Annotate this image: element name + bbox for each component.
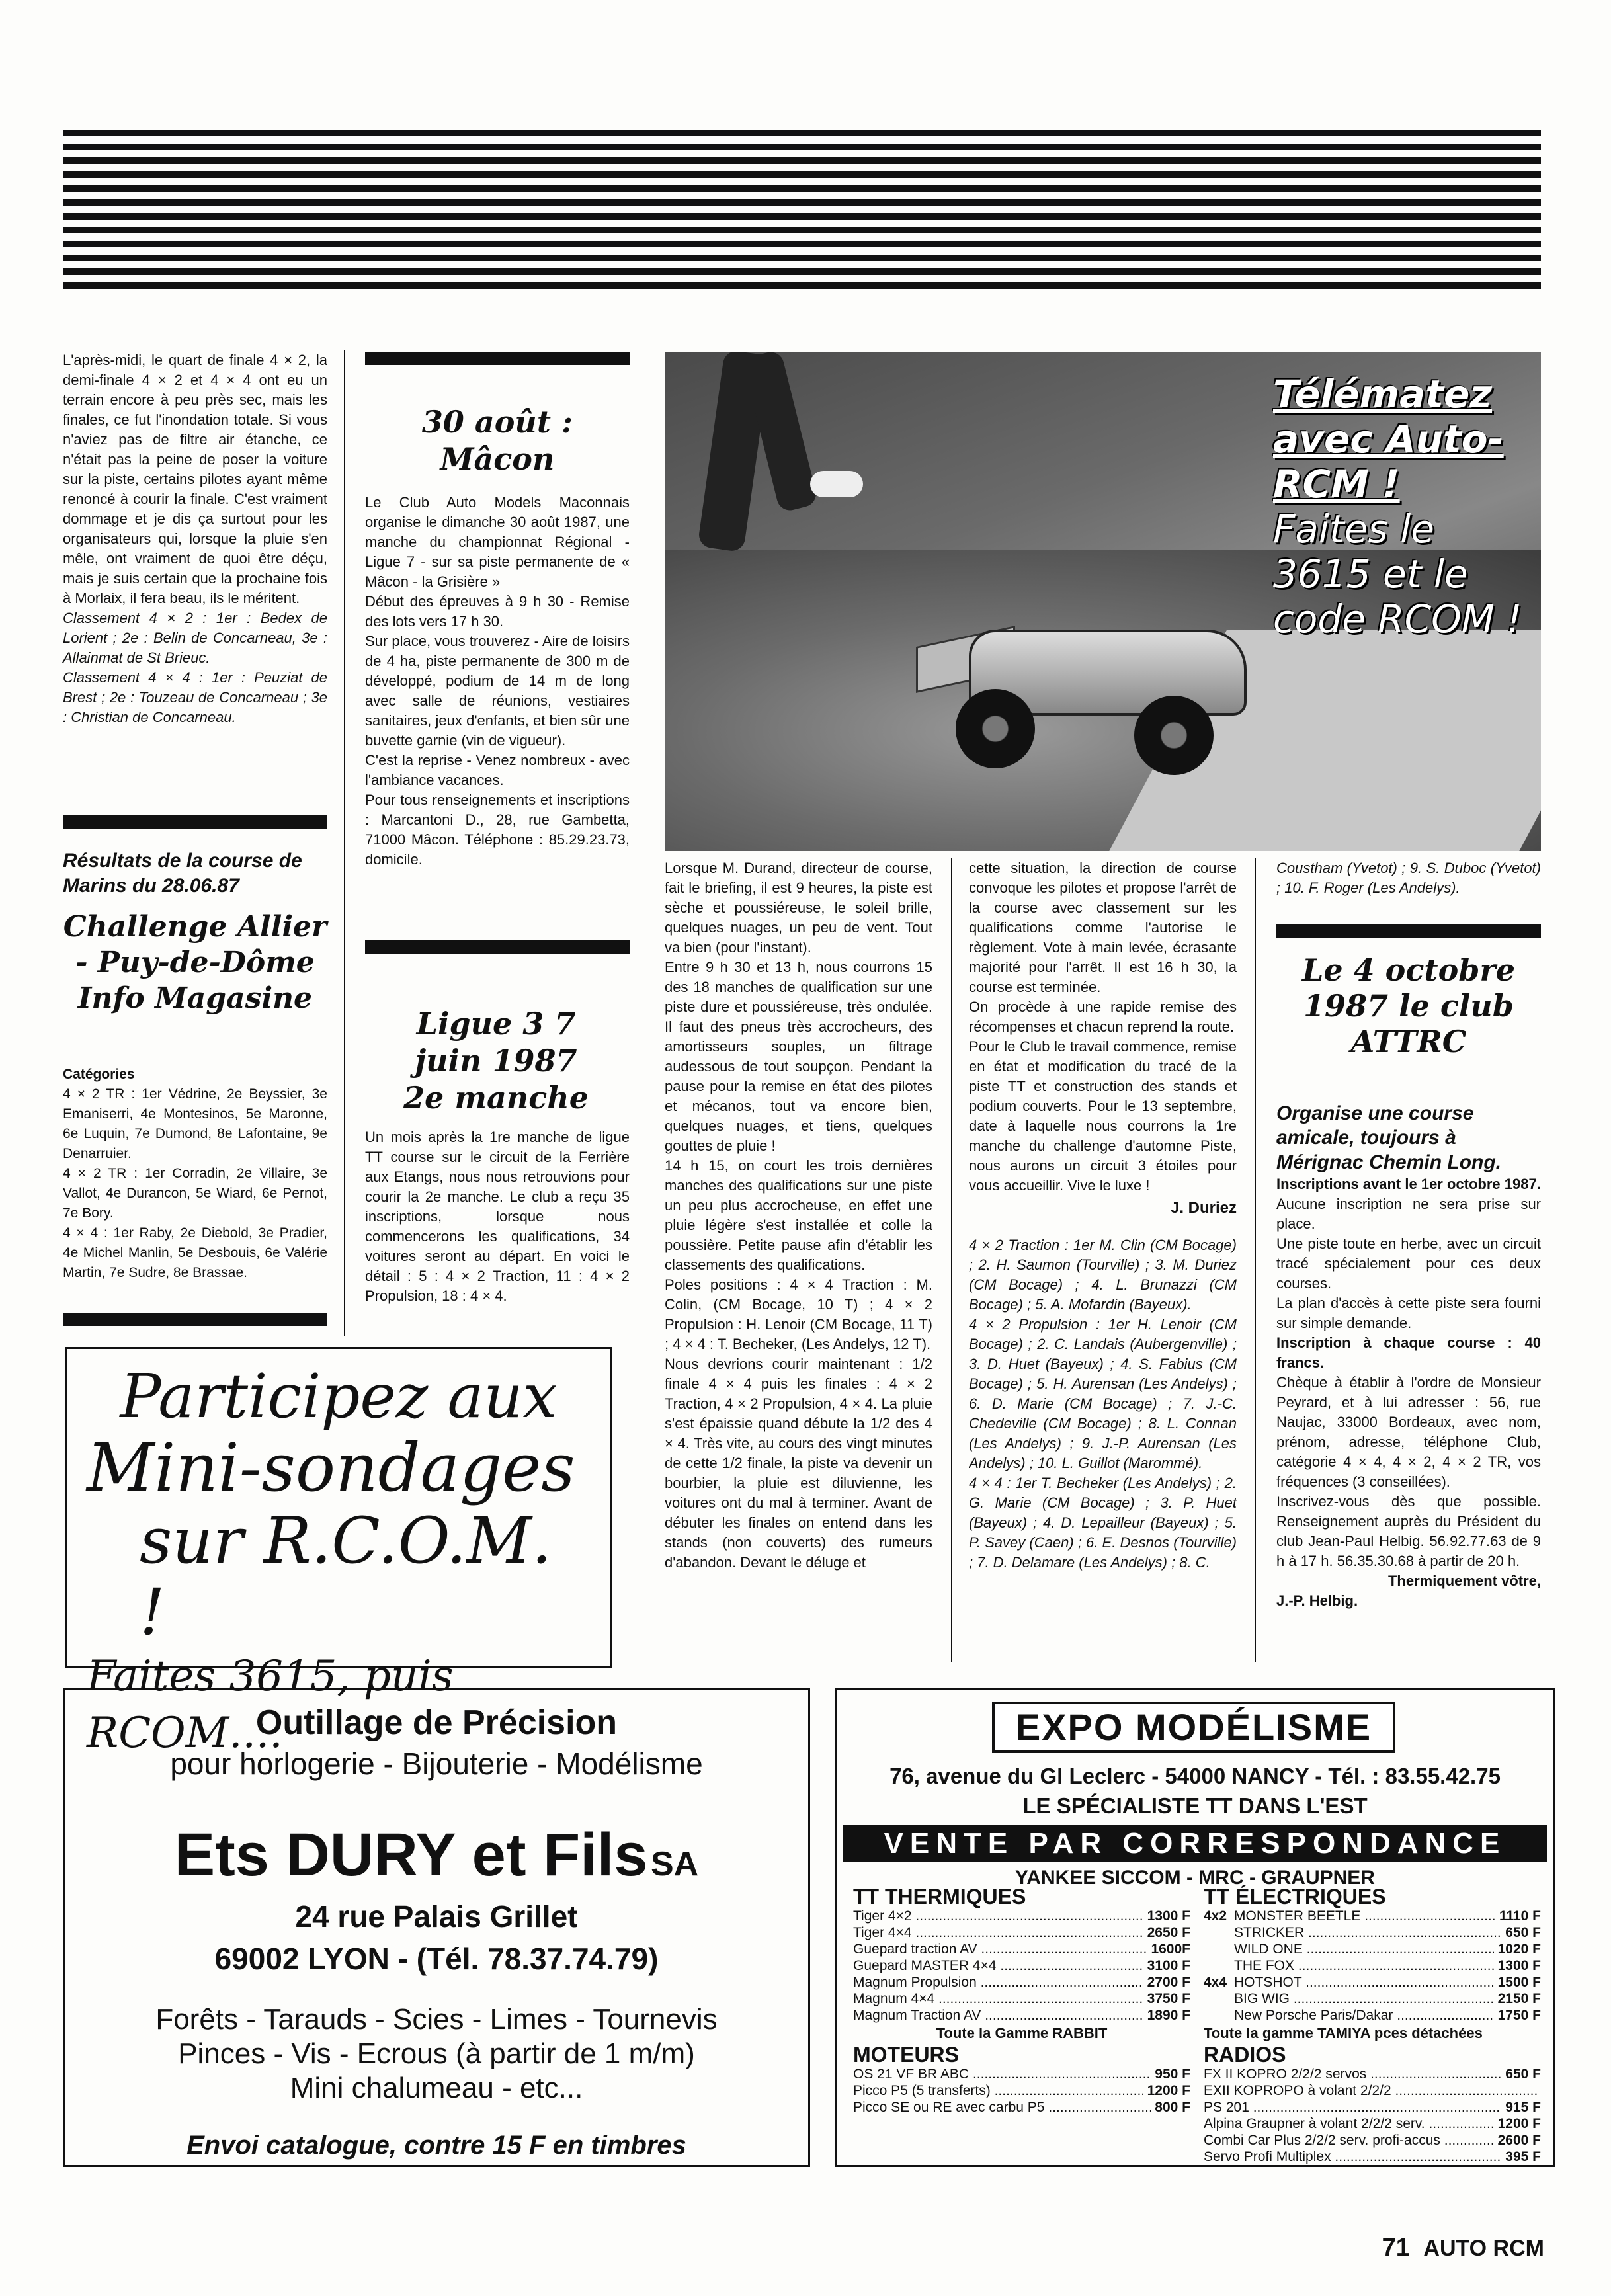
product-price: 3100 F — [1147, 1958, 1190, 1973]
price-row — [853, 1990, 1190, 2007]
ad-address: 24 rue Palais Grillet — [295, 1899, 578, 1934]
macon-article — [365, 493, 630, 870]
poles-positions: Poles positions : 4 × 4 Traction : M. Colin, (CM Bocage, 10 T) ; 4 × 2 Propulsion : H. Lenoir (CM Bocage, 11 T) ; 4 × 4 : T. Becheker, (Les Andelys, 12 T). — [665, 1276, 932, 1352]
price-row — [1204, 1908, 1541, 1924]
challenge-title: Challenge Allier - Puy-de-Dôme Info Magasine — [63, 910, 327, 1015]
company-suffix: SA — [650, 1845, 699, 1883]
product-price: 2150 F — [1497, 1991, 1541, 2006]
paragraph: Inscriptions avant le 1er octobre 1987. — [1276, 1176, 1541, 1192]
product-name: Servo Profi Multiplex ..... — [1204, 2149, 1501, 2165]
product-name: STRICKER ..... — [1234, 1924, 1501, 1941]
category-result: 4 × 2 TR : 1er Védrine, 2e Beyssier, 3e Emaniserri, 4e Montesinos, 5e Maronne, 6e Luquin, 7e Dumond, 8e Lafontaine, 9e Denarruier. — [63, 1086, 327, 1161]
signature-name: J.-P. Helbig. — [1276, 1592, 1358, 1609]
paragraph: C'est la reprise - Venez nombreux - avec l'ambiance vacances. — [365, 752, 630, 788]
promo-line: avec Auto- — [1273, 417, 1504, 462]
paragraph: On procède à une rapide remise des récompenses et chacun reprend la route. — [969, 999, 1237, 1035]
product-price — [1537, 2082, 1541, 2099]
paragraph: Pour le Club le travail commence, remise en état et modification du tracé de la piste TT et construction des stands et podium couverts. Pour le 13 septembre, date à laquelle nous courrons la 1re manche du challenge d'automne Piste, nous aurons un circuit 3 étoiles pour vous accueillir. Vive le luxe ! — [969, 1038, 1237, 1194]
ligue-title: Ligue 3 7 juin 1987 2e manche — [403, 1006, 589, 1116]
electriques-list — [1204, 1885, 1541, 2165]
product-name: Combi Car Plus 2/2/2 serv. profi-accus ..... — [1204, 2132, 1494, 2149]
product-price: 1600F — [1151, 1942, 1190, 1957]
vpc-banner: VENTE PAR CORRESPONDANCE — [843, 1825, 1547, 1862]
paragraph: La plan d'accès à cette piste sera fourni sur simple demande. — [1276, 1295, 1541, 1331]
ad-company — [65, 1821, 808, 1890]
section-bar — [63, 815, 327, 829]
price-row — [853, 1941, 1190, 1957]
paragraph: Pour tous renseignements et inscriptions : Marcantoni D., 28, rue Gambetta, 71000 Mâcon. Téléphone : 85.29.23.73, domicile. — [365, 792, 630, 868]
paragraph: cette situation, la direction de course convoque les pilotes et propose l'arrêt de la course avec classement sur les qualifications comme l'autorise le règlement. Vote à main levée, écrasante majorité pour l'arrêt. Il est 16 h 30, la course est terminée. — [969, 860, 1237, 995]
price-row — [853, 1974, 1190, 1990]
product-name: PS 201 ..... — [1204, 2099, 1501, 2115]
product-price: 650 F — [1505, 2067, 1541, 2082]
tamiya-note: Toute la gamme TAMIYA pces détachées — [1204, 2025, 1483, 2041]
attrc-title: Le 4 octobre 1987 le club ATTRC — [1302, 952, 1515, 1059]
race-report-text: L'après-midi, le quart de finale 4 × 2, la demi-finale 4 × 2 et 4 × 4 ont eu un terrain encore à peu près sec, mais les finales, ce fut l'inondation totale. Si vous n'aviez pas de filtre air étanche, ce n'était pas la peine de poser la voiture sur la piste, certains pilotes ayant même renoncé à courir la finale. C'est vraiment dommage et je dis ça surtout pour les organisateurs qui, lorsque la pluie s'en mêle, ont vraiment de quoi être déçu, mais je suis certain que la prochaine fois à Morlaix, il fera beau, ils le méritent. — [63, 352, 327, 606]
price-row — [1204, 1990, 1541, 2007]
section-heading: TT THERMIQUES — [853, 1885, 1026, 1908]
section-bar — [365, 352, 630, 365]
product-price: 1300 F — [1147, 1908, 1190, 1924]
product-price: 1750 F — [1497, 2008, 1541, 2023]
ad-line: Mini chalumeau - etc... — [290, 2072, 583, 2104]
product-price: 1200 F — [1147, 2083, 1190, 2098]
product-price: 915 F — [1505, 2100, 1541, 2115]
price-row — [1204, 1974, 1541, 1990]
author-signature: J. Duriez — [1170, 1199, 1237, 1217]
ad-expo — [835, 1688, 1555, 2167]
promo-line: 3615 et le — [1273, 552, 1468, 596]
product-name: MONSTER BEETLE ..... — [1234, 1908, 1495, 1924]
classement-4x2: Classement 4 × 2 : 1er : Bedex de Lorient ; 2e : Belin de Concarneau, 3e : Allainmat de St Brieuc. — [63, 610, 327, 666]
price-prefix — [1204, 1957, 1234, 1974]
page-number: 71 — [1382, 2234, 1410, 2262]
product-price: 1300 F — [1497, 1958, 1541, 1973]
ad-line: Forêts - Tarauds - Scies - Limes - Tournevis — [155, 2003, 718, 2035]
product-price: 1110 F — [1499, 1908, 1541, 1924]
paragraph: Inscrivez-vous dès que possible. Renseignement auprès du Président du club Jean-Paul Helbig. 56.92.77.63 de 9 h à 17 h. 56.35.30.68 à partir de 20 h. — [1276, 1493, 1541, 1569]
promo-line: code RCOM ! — [1273, 596, 1522, 641]
column-rule — [951, 858, 952, 1662]
product-price: 1500 F — [1497, 1975, 1541, 1990]
expo-address: 76, avenue du Gl Leclerc - 54000 NANCY - Tél. : 83.55.42.75 — [889, 1764, 1501, 1788]
product-name: Tiger 4×4 ..... — [853, 1924, 1143, 1941]
paragraph: Aucune inscription ne sera prise sur place. — [1276, 1196, 1541, 1232]
product-price: 395 F — [1505, 2149, 1541, 2164]
price-row — [853, 1908, 1190, 1924]
section-bar — [365, 940, 630, 954]
price-row — [853, 1957, 1190, 1974]
price-row — [1204, 1924, 1541, 1941]
price-row — [1204, 2099, 1541, 2115]
ad-line: Outillage de Précision — [255, 1703, 618, 1742]
price-row — [1204, 1957, 1541, 1974]
product-name: Tiger 4×2 ..... — [853, 1908, 1143, 1924]
product-name: BIG WIG ..... — [1234, 1990, 1494, 2007]
price-row — [853, 2007, 1190, 2024]
paragraph: Début des épreuves à 9 h 30 - Remise des lots vers 17 h 30. — [365, 593, 630, 630]
price-row — [853, 2099, 1190, 2115]
paragraph: 14 h 15, on court les trois dernières manches des qualifications sur une piste un peu plus accrocheuse, en effet une pluie légère s'est installée et colle la poussière. Petite pause afin d'établir les classements des qualifications. — [665, 1157, 932, 1273]
paragraph: Une piste toute en herbe, avec un circuit tracé spécialement pour ces deux courses. — [1276, 1235, 1541, 1292]
paragraph: Nous devrions courir maintenant : 1/2 finale 4 × 4 puis les finales : 4 × 2 Traction, 4 × 2 Propulsion, 4 × 4. La pluie s'est épaissie quand débute la 1/2 des 4 × 4. Très vite, au cours des vingt minutes de cette 1/2 finale, la piste va devenir un bourbier, la pluie est diluvienne, les voitures ont du mal à terminer. Avant de débuter les finales on entend dans les stands (non couverts) des rumeurs d'abandon. Devant le déluge et — [665, 1356, 932, 1571]
price-row — [1204, 2007, 1541, 2024]
magazine-name: AUTO RCM — [1423, 2236, 1544, 2261]
ad-city: 69002 LYON - (Tél. 78.37.74.79) — [214, 1942, 659, 1976]
resultats-heading — [63, 848, 327, 899]
column-1 — [63, 350, 327, 727]
sondage-line: Participez aux — [120, 1361, 558, 1432]
expo-brands: YANKEE SICCOM - MRC - GRAUPNER — [1015, 1867, 1375, 1889]
category-result: 4 × 2 TR : 1er Corradin, 2e Villaire, 3e Vallot, 4e Durancon, 5e Wiard, 6e Pernot, 7e Bory. — [63, 1166, 327, 1221]
product-name: Magnum Propulsion ..... — [853, 1974, 1143, 1990]
challenge-results — [63, 1065, 327, 1283]
column-3 — [665, 858, 932, 1662]
ligue-article — [365, 1128, 630, 1306]
product-price: 950 F — [1155, 2067, 1190, 2082]
price-prefix — [1204, 1990, 1234, 2007]
product-name: WILD ONE ..... — [1234, 1941, 1494, 1957]
product-price: 3750 F — [1147, 1991, 1190, 2006]
promo-line: Faites le — [1273, 507, 1434, 552]
price-prefix: 4x2 — [1204, 1908, 1227, 1924]
price-row — [1204, 2066, 1541, 2082]
price-row — [853, 1924, 1190, 1941]
ad-catalogue: Envoi catalogue, contre 15 F en timbres — [186, 2131, 686, 2160]
category-result: 4 × 4 : 1er Raby, 2e Diebold, 3e Pradier, 4e Michel Manlin, 5e Desbouis, 6e Valérie Martin, 7e Sudre, 8e Brassae. — [63, 1225, 327, 1280]
rc-car — [916, 596, 1286, 768]
price-row — [1204, 2115, 1541, 2132]
race-photo — [665, 352, 1541, 851]
product-price: 800 F — [1155, 2100, 1190, 2115]
ad-line: Pinces - Vis - Ecrous (à partir de 1 m/m) — [178, 2037, 695, 2070]
product-name: Guepard traction AV ..... — [853, 1941, 1147, 1957]
price-row — [1204, 2149, 1541, 2165]
page-footer — [1379, 2234, 1544, 2262]
price-row — [1204, 2082, 1541, 2099]
price-prefix — [1204, 2007, 1234, 2024]
results-traction: 4 × 2 Traction : 1er M. Clin (CM Bocage) ; 2. H. Saumon (Tourville) ; 3. M. Duriez (CM Bocage) ; 4. L. Brunazzi (CM Bocage) ; 5. A. Mofardin (Bayeux). — [969, 1237, 1237, 1313]
paragraph: Le Club Auto Models Maconnais organise le dimanche 30 août 1987, une manche du championnat Régional - Ligue 7 - sur sa piste permanente de « Mâcon - la Grisière » — [365, 494, 630, 590]
paragraph: Un mois après la 1re manche de ligue TT course sur le circuit de la Ferrière aux Etangs, nous nous retrouvions pour courir la 2e manche. Le club a reçu 35 inscriptions, lorsque nous commencerons les qualifications, 34 voitures seront au départ. En voici le détail : 5 : 4 × 2 Traction, 11 : 4 × 2 Propulsion, 18 : 4 × 4. — [365, 1129, 630, 1304]
product-price: 650 F — [1505, 1925, 1541, 1940]
results-4x4: 4 × 4 : 1er T. Becheker (Les Andelys) ; 2. G. Marie (CM Bocage) ; 3. P. Huet (Bayeux) ; 4. D. Lepailleur (Bayeux) ; 5. P. Savey (Caen) ; 6. E. Desnos (Tourville) ; 7. D. Delamare (Les Andelys) ; 8. C. — [969, 1475, 1237, 1571]
product-name: Picco SE ou RE avec carbu P5 ..... — [853, 2099, 1151, 2115]
section-heading: MOTEURS — [853, 2043, 959, 2067]
attrc-subtitle: Organise une course amicale, toujours à Mérignac Chemin Long. — [1276, 1102, 1502, 1173]
product-name: EXII KOPROPO à volant 2/2/2 ..... — [1204, 2082, 1537, 2099]
paragraph: Chèque à établir à l'ordre de Monsieur Peyrard, et à lui adresser : 56, rue Naujac, 33000 Bordeaux, avec nom, prénom, adresse, téléphone Club, catégorie 4 × 4, 4 × 2, 4 × 2 TR, vos fréquences (3 conseillées). — [1276, 1374, 1541, 1490]
section-heading: TT ÉLECTRIQUES — [1204, 1885, 1386, 1908]
paragraph: Lorsque M. Durand, directeur de course, fait le briefing, il est 9 heures, la piste est sèche et poussiéreuse, le soleil brille, quelques nuages, un peu de vent. Tout va bien (pour l'instant). — [665, 860, 932, 956]
product-name: Magnum 4×4 ..... — [853, 1990, 1143, 2007]
paragraph: Inscription à chaque course : 40 francs. — [1276, 1334, 1541, 1371]
rabbit-note: Toute la Gamme RABBIT — [936, 2025, 1108, 2041]
price-row — [1204, 1941, 1541, 1957]
section-bar — [1276, 924, 1541, 938]
product-price: 2700 F — [1147, 1975, 1190, 1990]
price-row — [853, 2082, 1190, 2099]
attrc-article — [1276, 1101, 1541, 1611]
product-price: 1890 F — [1147, 2008, 1190, 2023]
ad-line: pour horlogerie - Bijouterie - Modélisme — [170, 1746, 703, 1781]
price-row — [853, 2066, 1190, 2082]
expo-title: EXPO MODÉLISME — [992, 1702, 1395, 1753]
price-row — [1204, 2132, 1541, 2149]
results-continued: Coustham (Yvetot) ; 9. S. Duboc (Yvetot) ; 10. F. Roger (Les Andelys). — [1276, 860, 1541, 896]
macon-title: 30 août : Mâcon — [421, 404, 573, 477]
product-name: New Porsche Paris/Dakar ..... — [1234, 2007, 1494, 2024]
sondage-line: sur R.C.O.M. ! — [140, 1504, 552, 1649]
price-prefix — [1204, 1941, 1234, 1957]
resultats-title: Résultats de la course de Marins du 28.06.87 — [63, 850, 302, 897]
product-price: 1200 F — [1497, 2116, 1541, 2131]
results-propulsion: 4 × 2 Propulsion : 1er H. Lenoir (CM Bocage) ; 2. C. Landais (Aubergenville) ; 3. D. Huet (Bayeux) ; 4. S. Fabius (CM Bocage) ; 5. H. Aurensan (Les Andelys) ; 6. D. Marie (CM Bocage) ; 7. J.-C. Chedeville (CM Bocage) ; 8. L. Connan (Les Andelys) ; 9. J.-P. Aurensan (Les Andelys) ; 10. L. Guillot (Marommé). — [969, 1316, 1237, 1471]
section-bar — [63, 1313, 327, 1326]
product-price: 2650 F — [1147, 1925, 1190, 1940]
telematez-promo — [1273, 372, 1524, 641]
price-prefix: 4x4 — [1204, 1975, 1227, 1990]
column-rule — [344, 350, 345, 1336]
paragraph: Sur place, vous trouverez - Aire de loisirs de 4 ha, piste permanente de 300 m de développé, podium de 14 m de long avec salle de réunions, vestiaires sanitaires, jeux d'enfants, et bien sûr une buvette garnie (vin de vigueur). — [365, 633, 630, 749]
product-price: 2600 F — [1497, 2133, 1541, 2148]
product-name: OS 21 VF BR ABC ..... — [853, 2066, 1151, 2082]
categories-label: Catégories — [63, 1067, 135, 1082]
price-prefix — [1204, 1924, 1234, 1941]
promo-line: RCM ! — [1273, 462, 1400, 507]
thermiques-list — [853, 1885, 1190, 2115]
product-price: 1020 F — [1497, 1942, 1541, 1957]
product-name: HOTSHOT ..... — [1234, 1974, 1494, 1990]
product-name: Guepard MASTER 4×4 ..... — [853, 1957, 1143, 1974]
sondage-line: Faites 3615, puis RCOM.... — [87, 1652, 454, 1758]
classement-4x4: Classement 4 × 4 : 1er : Peuziat de Brest ; 2e : Touzeau de Concarneau ; 3e : Christian de Concarneau. — [63, 669, 327, 725]
promo-line: Télématez — [1273, 372, 1493, 417]
ad-dury — [63, 1688, 810, 2167]
expo-tagline: LE SPÉCIALISTE TT DANS L'EST — [1022, 1793, 1368, 1818]
section-heading: RADIOS — [1204, 2043, 1286, 2067]
product-name: Alpina Graupner à volant 2/2/2 serv. ..... — [1204, 2115, 1494, 2132]
product-name: FX II KOPRO 2/2/2 servos ..... — [1204, 2066, 1501, 2082]
column-rule — [1255, 858, 1256, 1662]
company-name: Ets DURY et Fils — [174, 1821, 648, 1889]
paragraph: Entre 9 h 30 et 13 h, nous courrons 15 des 18 manches de qualification sur une piste dure et poussiéreuse, très ondulée. Il faut des pneus très accrocheurs, des amortisseurs souples, un filtrage audessous de tout soupçon. Pendant la pause pour la remise en état des pilotes et mécanos, tout va encore bien, quelques nuages, et tiens, quelques gouttes de pluie ! — [665, 959, 932, 1154]
product-name: THE FOX ..... — [1234, 1957, 1494, 1974]
signature-line: Thermiquement vôtre, — [1387, 1573, 1541, 1589]
product-name: Picco P5 (5 transferts) ..... — [853, 2082, 1143, 2099]
column-4 — [969, 858, 1237, 1662]
product-name: Magnum Traction AV ..... — [853, 2007, 1143, 2024]
sondage-line: Mini-sondages — [87, 1429, 575, 1506]
header-stripes — [63, 130, 1541, 292]
